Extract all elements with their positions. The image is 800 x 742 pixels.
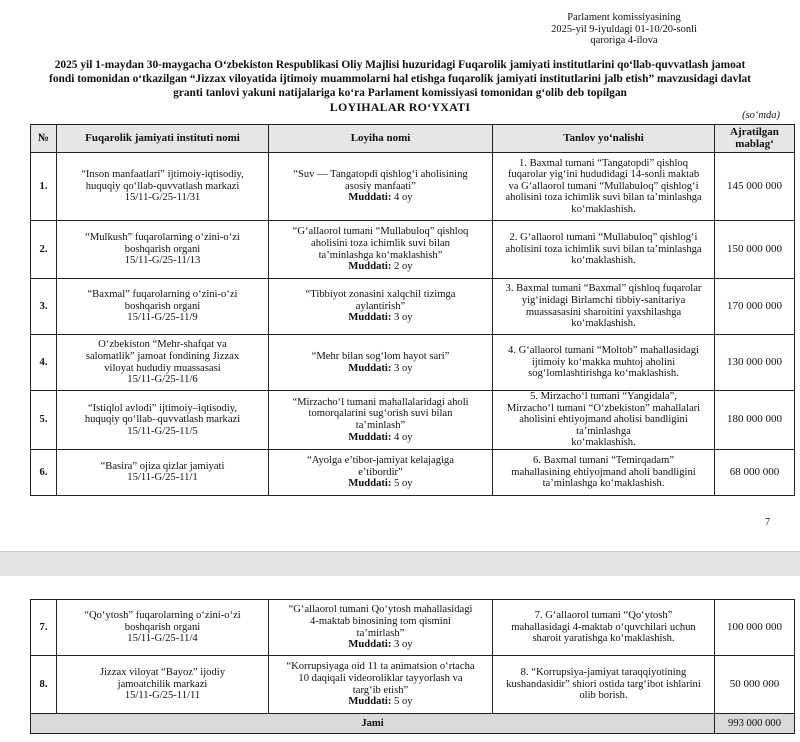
duration-line bbox=[272, 639, 489, 651]
duration-label: Muddati: bbox=[348, 261, 392, 273]
amount-cell: 50 000 000 bbox=[715, 656, 795, 714]
registration-number: 15/11-G/25-11/13 bbox=[124, 255, 201, 267]
project-line: ta’mirlash” bbox=[356, 627, 405, 639]
direction-cell bbox=[493, 656, 715, 714]
table-row bbox=[31, 656, 795, 714]
direction-line: 1. Baxmal tumani “Tangatopdi” qishloq bbox=[518, 157, 689, 169]
registration-number: 15/11-G/25-11/4 bbox=[127, 633, 198, 645]
page-separator bbox=[0, 551, 800, 577]
duration-value: 4 oy bbox=[394, 431, 413, 443]
duration-label: Muddati: bbox=[348, 192, 392, 204]
direction-line: ko‘maklashish. bbox=[571, 255, 636, 267]
total-amount: 993 000 000 bbox=[715, 714, 795, 734]
institution-line: O‘zbekiston “Mehr-shafqat va bbox=[98, 339, 227, 351]
direction-cell bbox=[493, 221, 715, 279]
page-number: 7 bbox=[765, 517, 770, 528]
duration-value: 5 oy bbox=[394, 696, 413, 708]
direction-line: 6. Baxmal tumani “Temirqadam” bbox=[532, 455, 675, 467]
direction-line: sog‘lomlashtirishga ko‘maklashish. bbox=[528, 368, 679, 380]
project-line: tomorqalarini sug‘orish suvi bilan bbox=[308, 408, 453, 420]
row-number: 3. bbox=[31, 279, 57, 335]
direction-line: aholisini toza ichimlik suvi bilan ta’minlashga bbox=[505, 243, 702, 255]
direction-line: ijtimoiy ko‘makka muhtoj aholini bbox=[531, 356, 676, 368]
currency-unit-note: (so‘mda) bbox=[742, 110, 780, 121]
institution-cell bbox=[57, 391, 269, 450]
institution-line: huquqiy qo‘llab-quvvatlash markazi bbox=[85, 180, 240, 192]
institution-line: “Inson manfaatlari” ijtimoiy-iqtisodiy, bbox=[81, 169, 244, 181]
direction-cell bbox=[493, 153, 715, 221]
document-subtitle: LOYIHALAR RO‘YXATI bbox=[329, 100, 471, 114]
direction-line: mahallasining ehtiyojmand aholi bandligini bbox=[511, 466, 696, 478]
duration-line bbox=[272, 312, 489, 324]
duration-value: 3 oy bbox=[394, 362, 413, 374]
institution-cell bbox=[57, 449, 269, 495]
table-row bbox=[31, 600, 795, 656]
institution-line: “Qo‘ytosh” fuqarolarning o‘zini-o‘zi bbox=[84, 610, 241, 622]
project-line: ta’minlash” bbox=[355, 419, 406, 431]
duration-line bbox=[272, 478, 489, 490]
project-cell bbox=[269, 221, 493, 279]
direction-line: sharoit yaratishga ko‘maklashish. bbox=[532, 633, 675, 645]
duration-line bbox=[272, 261, 489, 273]
header-institution: Fuqarolik jamiyati instituti nomi bbox=[57, 125, 269, 153]
institution-line: boshqarish organi bbox=[124, 621, 201, 633]
project-line: targ‘ib etish” bbox=[352, 684, 409, 696]
project-line: ta’minlashga ko‘maklashish” bbox=[318, 249, 443, 261]
row-number: 6. bbox=[31, 449, 57, 495]
total-row bbox=[31, 714, 795, 734]
project-line: “Ayolga e’tibor-jamiyat kelajagiga bbox=[307, 455, 454, 467]
header-amount: Ajratilgan mablag‘ bbox=[715, 125, 795, 153]
projects-table bbox=[30, 124, 795, 496]
institution-line: boshqarish organi bbox=[124, 243, 201, 255]
amount-cell: 130 000 000 bbox=[715, 335, 795, 391]
table-header-row bbox=[31, 125, 795, 153]
duration-value: 4 oy bbox=[394, 192, 413, 204]
duration-label: Muddati: bbox=[348, 362, 392, 374]
amount-cell: 180 000 000 bbox=[715, 391, 795, 450]
row-number: 1. bbox=[31, 153, 57, 221]
annex-line-2: 2025-yil 9-iyuldagi 01-10/20-sonli bbox=[551, 23, 697, 35]
registration-number: 15/11-G/25-11/1 bbox=[127, 472, 198, 484]
table-row bbox=[31, 335, 795, 391]
direction-cell bbox=[493, 335, 715, 391]
institution-line: Jizzax viloyat “Bayoz” ijodiy bbox=[99, 667, 226, 679]
row-number: 4. bbox=[31, 335, 57, 391]
direction-line: ko‘maklashish. bbox=[571, 437, 636, 449]
direction-line: aholisini toza ichimlik suvi bilan ta’minlashga bbox=[505, 192, 702, 204]
direction-line: va G‘allaorol tumani “Mullabuloq” qishlog‘i bbox=[508, 180, 699, 192]
duration-line bbox=[272, 432, 489, 444]
direction-line: 3. Baxmal tumani “Baxmal” qishloq fuqarolar bbox=[505, 283, 702, 295]
institution-cell bbox=[57, 221, 269, 279]
row-number: 2. bbox=[31, 221, 57, 279]
direction-line: fuqarolar yig‘ini hududidagi 14-sonli maktab bbox=[507, 169, 700, 181]
table-row bbox=[31, 221, 795, 279]
institution-line: salomatlik” jamoat fondining Jizzax bbox=[85, 350, 240, 362]
project-cell bbox=[269, 335, 493, 391]
project-line: aylantirish” bbox=[355, 300, 406, 312]
duration-label: Muddati: bbox=[348, 431, 392, 443]
registration-number: 15/11-G/25-11/5 bbox=[127, 425, 198, 437]
direction-cell bbox=[493, 391, 715, 450]
direction-line: mahallasidagi 4-maktab o‘quvchilari uchun bbox=[511, 621, 696, 633]
direction-line: yig‘inidagi Birlamchi tibbiy-sanitariya bbox=[521, 294, 686, 306]
header-direction: Tanlov yo‘nalishi bbox=[493, 125, 715, 153]
duration-label: Muddati: bbox=[348, 696, 392, 708]
project-cell bbox=[269, 449, 493, 495]
institution-line: jamoatchilik markazi bbox=[117, 678, 208, 690]
registration-number: 15/11-G/25-11/11 bbox=[124, 690, 201, 702]
row-number: 8. bbox=[31, 656, 57, 714]
duration-value: 3 oy bbox=[394, 312, 413, 324]
direction-line: olib borish. bbox=[579, 690, 628, 702]
title-line-3: granti tanlovi yakuni natijalariga ko‘ra Parlament komissiyasi tomonidan g‘olib deb topilgan bbox=[173, 87, 627, 99]
duration-line bbox=[272, 363, 489, 375]
project-cell bbox=[269, 153, 493, 221]
annex-line-3: qaroriga 4-ilova bbox=[590, 35, 658, 46]
direction-line: 5. Mirzacho‘l tumani “Yangidala”, bbox=[530, 391, 677, 402]
direction-line: ta’minlashga ko‘maklashish. bbox=[542, 478, 665, 490]
amount-cell: 68 000 000 bbox=[715, 449, 795, 495]
project-cell bbox=[269, 656, 493, 714]
table-row bbox=[31, 153, 795, 221]
project-cell bbox=[269, 600, 493, 656]
direction-line: 8. “Korrupsiya-jamiyat taraqqiyotining bbox=[520, 667, 687, 679]
institution-line: boshqarish organi bbox=[124, 300, 201, 312]
direction-line: ko‘maklashish. bbox=[571, 203, 636, 215]
title-line-2: fondi tomonidan o‘tkazilgan “Jizzax viloyatida ijtimoiy muammolarni hal etishga fuqarolik jamiyati institutlarini jalb etish” mavzusidagi davlat bbox=[49, 73, 751, 85]
project-line: “G‘allaorol tumani Qo‘ytosh mahallasidagi bbox=[288, 604, 473, 616]
direction-line: 7. G‘allaorol tumani “Qo‘ytosh” bbox=[534, 610, 673, 622]
direction-cell bbox=[493, 600, 715, 656]
project-cell bbox=[269, 279, 493, 335]
institution-cell bbox=[57, 279, 269, 335]
project-line: aholisini toza ichimlik suvi bilan bbox=[311, 237, 450, 249]
institution-line: “Basira” ojiza qizlar jamiyati bbox=[100, 460, 225, 472]
institution-line: viloyat hududiy muassasasi bbox=[104, 362, 221, 374]
amount-cell: 145 000 000 bbox=[715, 153, 795, 221]
direction-cell bbox=[493, 449, 715, 495]
header-number: № bbox=[31, 125, 57, 153]
row-number: 5. bbox=[31, 391, 57, 450]
registration-number: 15/11-G/25-11/6 bbox=[127, 374, 198, 386]
project-line: “G‘allaorol tumani “Mullabuloq” qishloq bbox=[292, 226, 469, 238]
direction-line: 2. G‘allaorol tumani “Mullabuloq” qishlog‘i bbox=[509, 232, 698, 244]
institution-line: “Baxmal” fuqarolarning o‘zini-o‘zi bbox=[87, 289, 238, 301]
duration-label: Muddati: bbox=[348, 639, 392, 651]
direction-line: kushandasidir” shiori ostida targ‘ibot ishlarini bbox=[506, 678, 701, 690]
registration-number: 15/11-G/25-11/9 bbox=[127, 312, 198, 324]
institution-line: “Mulkush” fuqarolarning o‘zini-o‘zi bbox=[85, 232, 240, 244]
duration-line bbox=[272, 192, 489, 204]
direction-line: aholisini ehtiyojmand aholisi bandligini ta’minlashga bbox=[519, 414, 688, 437]
institution-cell bbox=[57, 153, 269, 221]
title-line-1: 2025 yil 1-maydan 30-maygacha O‘zbekiston Respublikasi Oliy Majlisi huzuridagi Fuqarolik jamiyati institutlarini qo‘llab-quvvatlash jamoat bbox=[54, 59, 746, 71]
project-line: “Mirzacho‘l tumani mahallalaridagi aholi bbox=[292, 396, 469, 408]
direction-line: ko‘maklashish. bbox=[571, 318, 636, 330]
duration-label: Muddati: bbox=[348, 478, 392, 490]
direction-cell bbox=[493, 279, 715, 335]
project-line: “Korrupsiyaga oid 11 ta animatsion o‘rtacha bbox=[286, 661, 475, 673]
project-line: 10 daqiqali videoroliklar tayyorlash va bbox=[298, 672, 463, 684]
institution-cell bbox=[57, 656, 269, 714]
annex-line-1: Parlament komissiyasining bbox=[567, 12, 681, 23]
document-title bbox=[40, 58, 760, 114]
project-line: 4-maktab binosining tom qismini bbox=[310, 615, 451, 627]
duration-line bbox=[272, 696, 489, 708]
institution-line: “Istiqlol avlodi” ijtimoiy–iqtisodiy, bbox=[87, 402, 238, 414]
projects-table-continued bbox=[30, 599, 795, 734]
duration-value: 2 oy bbox=[394, 261, 413, 273]
project-line: e’tibordir” bbox=[358, 466, 403, 478]
project-line: “Mehr bilan sog‘lom hayot sari” bbox=[311, 350, 450, 362]
header-project: Loyiha nomi bbox=[269, 125, 493, 153]
duration-value: 5 oy bbox=[394, 478, 413, 490]
institution-cell bbox=[57, 600, 269, 656]
table-row bbox=[31, 279, 795, 335]
direction-line: muassasasini sharoitini yaxshilashga bbox=[525, 306, 682, 318]
amount-cell: 170 000 000 bbox=[715, 279, 795, 335]
amount-cell: 100 000 000 bbox=[715, 600, 795, 656]
project-cell bbox=[269, 391, 493, 450]
direction-line: Mirzacho‘l tumani “O‘zbekiston” mahallalari bbox=[506, 402, 701, 414]
project-line: “Tibbiyot zonasini xalqchil tizimga bbox=[305, 289, 456, 301]
institution-line: huquqiy qo‘llab–quvvatlash markazi bbox=[84, 414, 241, 426]
project-line: asosiy manfaati” bbox=[345, 180, 416, 192]
direction-line: 4. G‘allaorol tumani “Moltob” mahallasidagi bbox=[508, 345, 699, 357]
institution-cell bbox=[57, 335, 269, 391]
project-line: “Suv — Tangatopdi qishlog‘i aholisining bbox=[293, 169, 468, 181]
annex-note bbox=[534, 12, 714, 47]
table-row bbox=[31, 449, 795, 495]
total-label: Jami bbox=[31, 714, 715, 734]
registration-number: 15/11-G/25-11/31 bbox=[124, 192, 201, 204]
row-number: 7. bbox=[31, 600, 57, 656]
duration-value: 3 oy bbox=[394, 639, 413, 651]
table-row bbox=[31, 391, 795, 450]
duration-label: Muddati: bbox=[348, 312, 392, 324]
amount-cell: 150 000 000 bbox=[715, 221, 795, 279]
document-page-2 bbox=[0, 576, 800, 742]
